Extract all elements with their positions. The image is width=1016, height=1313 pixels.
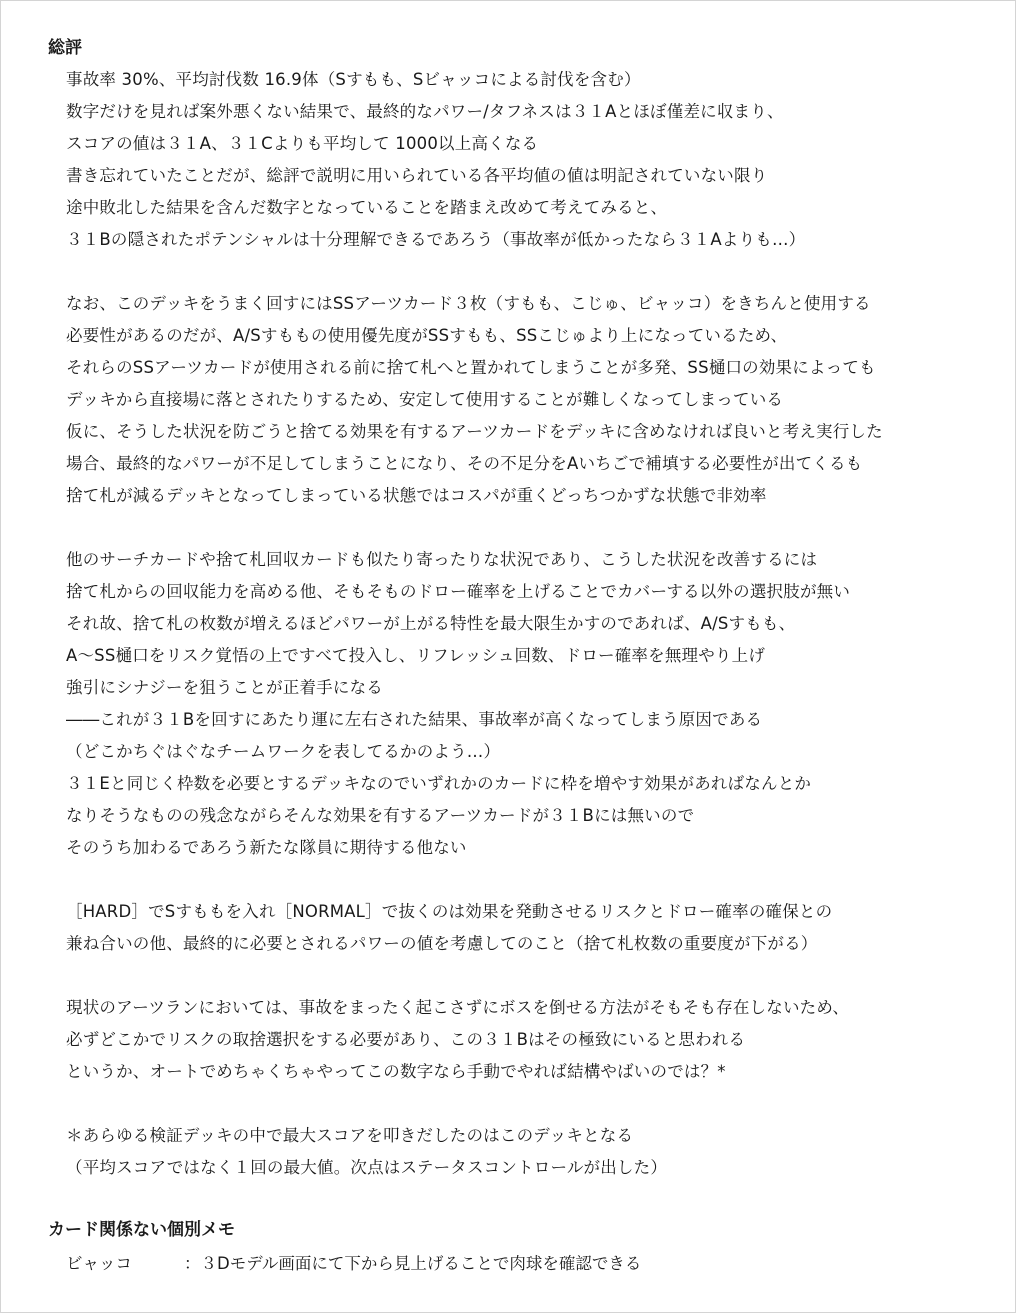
summary-line: ３１Bの隠されたポテンシャルは十分理解できるであろう（事故率が低かったなら３１Aよりも…） <box>66 230 806 249</box>
summary-line: なりそうなものの残念ながらそんな効果を有するアーツカードが３１Bには無いので <box>66 806 695 825</box>
summary-line: ［HARD］でSすももを入れ［NORMAL］で抜くのは効果を発動させるリスクとドロー確率の確保との <box>66 902 833 921</box>
blank-line <box>66 864 1006 896</box>
summary-line: 兼ね合いの他、最終的に必要とされるパワーの値を考慮してのこと（捨て札枚数の重要度が下がる） <box>66 934 818 953</box>
summary-line: ３１Eと同じく枠数を必要とするデッキなのでいずれかのカードに枠を増やす効果があればなんとか <box>66 774 812 793</box>
summary-line: （どこかちぐはぐなチームワークを表してるかのよう…） <box>66 742 501 761</box>
summary-line: 必ずどこかでリスクの取捨選択をする必要があり、この３１Bはその極致にいると思われる <box>66 1030 746 1049</box>
memo-title: カード関係ない個別メモ <box>48 1220 235 1240</box>
summary-line: それ故、捨て札の枚数が増えるほどパワーが上がる特性を最大限生かすのであれば、A/Sすもも、 <box>66 614 796 633</box>
summary-body <box>66 64 1006 1184</box>
summary-line: スコアの値は３１A、３１Cよりも平均して 1000以上高くなる <box>66 134 539 153</box>
summary-line: 強引にシナジーを狙うことが正着手になる <box>66 678 383 697</box>
summary-line: A～SS樋口をリスク覚悟の上ですべて投入し、リフレッシュ回数、ドロー確率を無理やり上げ <box>66 646 766 665</box>
summary-line: ――これが３１Bを回すにあたり運に左右された結果、事故率が高くなってしまう原因である <box>66 710 763 729</box>
summary-line: ＊あらゆる検証デッキの中で最大スコアを叩きだしたのはこのデッキとなる <box>66 1126 634 1145</box>
memo-item-name: ビャッコ <box>66 1254 132 1273</box>
summary-line: 数字だけを見れば案外悪くない結果で、最終的なパワー/タフネスは３１Aとほぼ僅差に収まり、 <box>66 102 784 121</box>
blank-line <box>66 256 1006 288</box>
summary-line: そのうち加わるであろう新たな隊員に期待する他ない <box>66 838 467 857</box>
blank-line <box>66 512 1006 544</box>
summary-line: 場合、最終的なパワーが不足してしまうことになり、その不足分をAいちごで補填する必要性が出てくるも <box>66 454 863 473</box>
memo-item-text: ：３Dモデル画面にて下から見上げることで肉球を確認できる <box>184 1254 642 1273</box>
summary-line: 捨て札が減るデッキとなってしまっている状態ではコスパが重くどっちつかずな状態で非効率 <box>66 486 767 505</box>
summary-line: 途中敗北した結果を含んだ数字となっていることを踏まえ改めて考えてみると、 <box>66 198 668 217</box>
summary-line: なお、このデッキをうまく回すにはSSアーツカード３枚（すもも、こじゅ、ビャッコ）をきちんと使用する <box>66 294 871 313</box>
summary-line: デッキから直接場に落とされたりするため、安定して使用することが難しくなってしまっている <box>66 390 784 409</box>
summary-line: というか、オートでめちゃくちゃやってこの数字なら手動でやれば結構やばいのでは？* <box>66 1062 726 1081</box>
summary-line: それらのSSアーツカードが使用される前に捨て札へと置かれてしまうことが多発、SS樋口の効果によっても <box>66 358 876 377</box>
blank-line <box>66 1088 1006 1120</box>
summary-line: 事故率 30%、平均討伐数 16.9体（Sすもも、Sビャッコによる討伐を含む） <box>66 70 641 89</box>
summary-line: 現状のアーツランにおいては、事故をまったく起こさずにボスを倒せる方法がそもそも存在しないため、 <box>66 998 850 1017</box>
summary-title: 総評 <box>48 38 82 58</box>
memo-item <box>66 1248 641 1280</box>
summary-line: 仮に、そうした状況を防ごうと捨てる効果を有するアーツカードをデッキに含めなければ良いと考え実行した <box>66 422 883 441</box>
blank-line <box>66 960 1006 992</box>
summary-line: （平均スコアではなく１回の最大値。次点はステータスコントロールが出した） <box>66 1158 668 1177</box>
summary-line: 書き忘れていたことだが、総評で説明に用いられている各平均値の値は明記されていない限り <box>66 166 768 185</box>
summary-line: 捨て札からの回収能力を高める他、そもそものドロー確率を上げることでカバーする以外の選択肢が無い <box>66 582 851 601</box>
summary-line: 必要性があるのだが、A/Sすももの使用優先度がSSすもも、SSこじゅより上になっているため、 <box>66 326 788 345</box>
summary-line: 他のサーチカードや捨て札回収カードも似たり寄ったりな状況であり、こうした状況を改善するには <box>66 550 818 569</box>
